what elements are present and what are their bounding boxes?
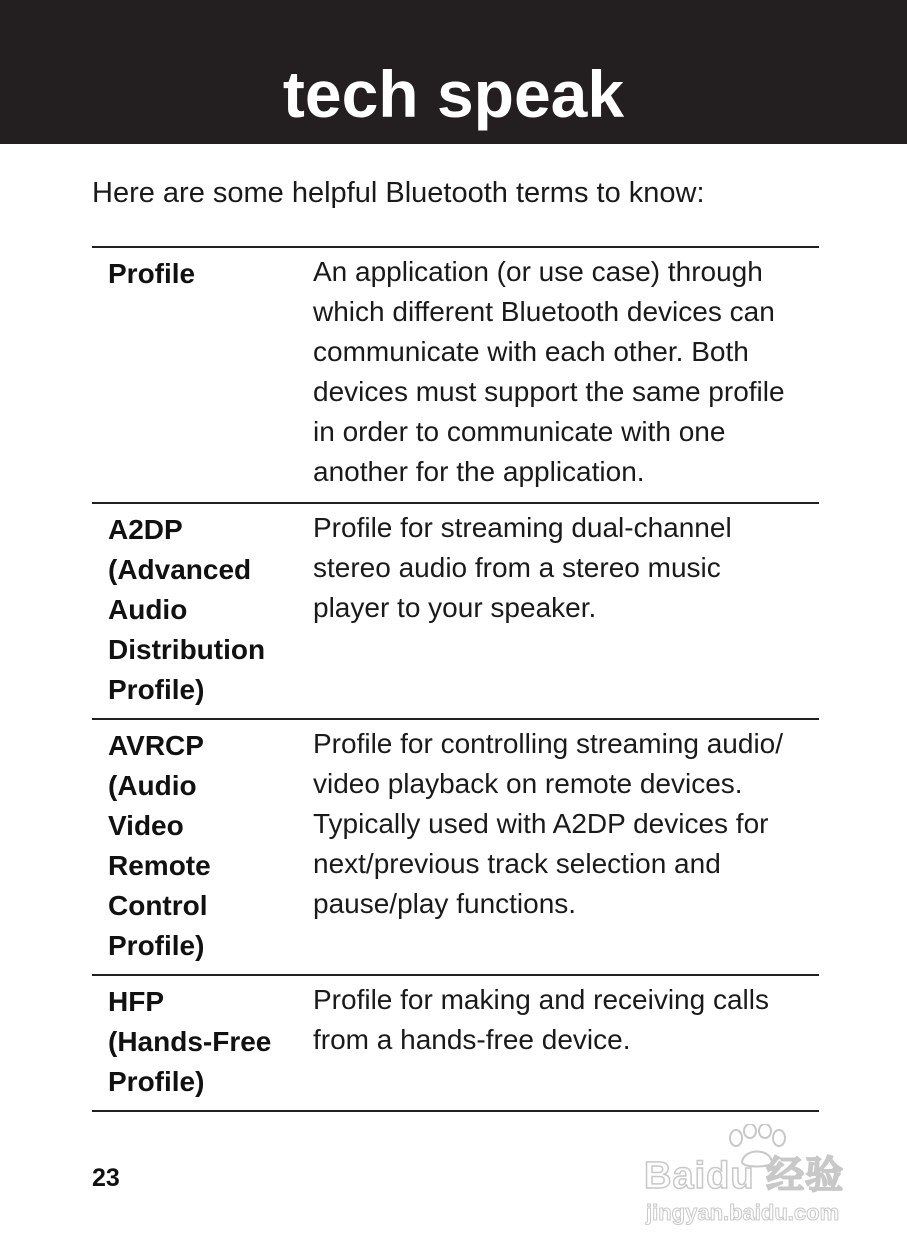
term-definition: Profile for making and receiving calls from a hands-free device.	[313, 984, 769, 1055]
term-definition: Profile for streaming dual-channel stereo audio from a stereo music player to your speaker.	[313, 512, 732, 623]
term-definition: An application (or use case) through which different Bluetooth devices can communicate with each other. Both devices must support the same profile in order to communicate with one another for the application.	[313, 256, 785, 487]
term-label: AVRCP (Audio Video Remote Control Profile)	[108, 730, 211, 961]
intro-text: Here are some helpful Bluetooth terms to know:	[92, 177, 705, 209]
terms-table	[92, 246, 819, 1112]
page-title: tech speak	[282, 57, 625, 131]
term-label: HFP (Hands-Free Profile)	[108, 986, 272, 1097]
page-number: 23	[92, 1164, 120, 1192]
term-label: A2DP (Advanced Audio Distribution Profile)	[108, 514, 266, 705]
term-row-a2dp	[92, 504, 819, 718]
term-label: Profile	[108, 258, 196, 289]
term-row-avrcp	[92, 720, 819, 974]
term-row-profile	[92, 248, 819, 502]
watermark-brand: Baidu 经验	[644, 1155, 845, 1197]
term-definition: Profile for controlling streaming audio/ video playback on remote devices. Typically used with A2DP devices for next/previous track selection and pause/play functions.	[313, 728, 784, 919]
header-band	[0, 0, 907, 144]
table-rule-bottom	[92, 1110, 819, 1112]
watermark-site: jingyan.baidu.com	[646, 1200, 840, 1225]
watermark	[640, 1120, 855, 1230]
term-row-hfp	[92, 976, 819, 1110]
